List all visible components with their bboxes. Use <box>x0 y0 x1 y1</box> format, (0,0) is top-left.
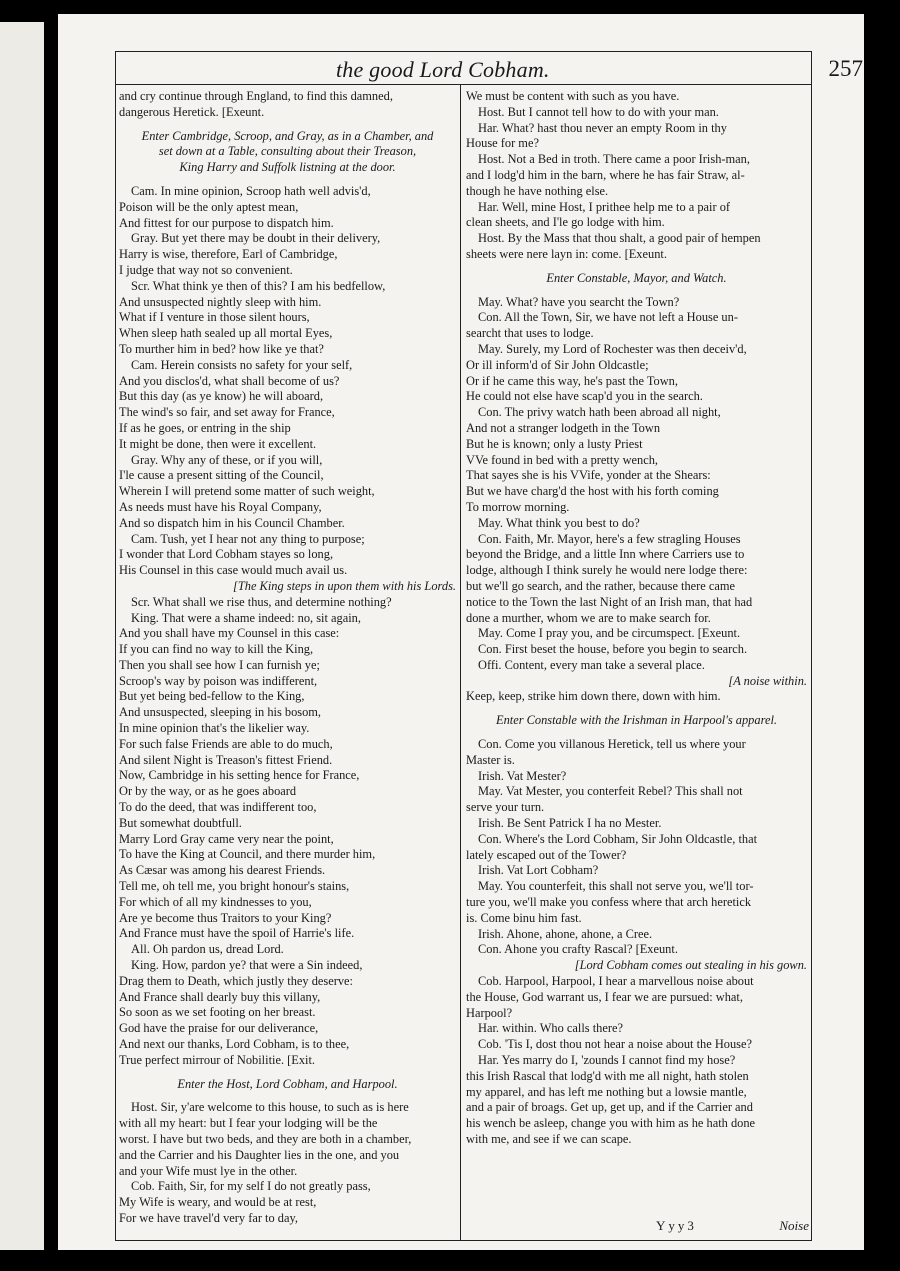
text-line: Tell me, oh tell me, you bright honour's stains, <box>119 879 350 894</box>
text-line: Scr. What think ye then of this? I am his bedfellow, <box>131 278 386 293</box>
text-line: dangerous Heretick. [Exeunt. <box>119 104 265 119</box>
text-line: The wind's so fair, and set away for France, <box>119 405 335 420</box>
text-line: Gray. Why any of these, or if you will, <box>131 452 323 467</box>
text-line: May. You counterfeit, this shall not serve you, we'll tor- <box>478 879 754 894</box>
text-line: For we have travel'd very far to day, <box>119 1210 298 1225</box>
stage-direction: King Harry and Suffolk listning at the door. <box>179 160 396 175</box>
stage-direction: Enter Constable, Mayor, and Watch. <box>546 270 727 285</box>
text-line: Con. The privy watch hath been abroad all night, <box>478 405 721 420</box>
text-line: Con. Come you villanous Heretick, tell us where your <box>478 737 746 752</box>
text-line: So soon as we set footing on her breast. <box>119 1005 316 1020</box>
text-line: What if I venture in those silent hours, <box>119 310 310 325</box>
text-line: And you disclos'd, what shall become of us? <box>119 373 340 388</box>
text-line: Har. What? hast thou never an empty Room in thy <box>478 120 727 135</box>
text-line: Or ill inform'd of Sir John Oldcastle; <box>466 357 649 372</box>
text-line: May. Vat Mester, you conterfeit Rebel? This shall not <box>478 784 743 799</box>
text-line: clean sheets, and I'le go lodge with him. <box>466 215 665 230</box>
text-line: and cry continue through England, to find this damned, <box>119 89 393 103</box>
text-line: Con. Ahone you crafty Rascal? [Exeunt. <box>478 942 678 957</box>
text-line: And France must have the spoil of Harrie's life. <box>119 926 355 941</box>
text-line: I wonder that Lord Cobham stayes so long, <box>119 547 334 562</box>
text-line: All. Oh pardon us, dread Lord. <box>131 942 284 957</box>
text-line: Poison will be the only aptest mean, <box>119 199 299 214</box>
text-line: done a murther, whom we are to make search for. <box>466 610 711 625</box>
text-line: May. What think you best to do? <box>478 515 640 530</box>
text-line: To murther him in bed? how like ye that? <box>119 341 324 356</box>
page-number: 257 <box>828 56 863 81</box>
left-column <box>119 89 456 1227</box>
text-line: But yet being bed-fellow to the King, <box>119 689 305 704</box>
catchword: Noise <box>779 1218 809 1233</box>
text-line: Now, Cambridge in his setting hence for France, <box>119 768 360 783</box>
text-line: Scr. What shall we rise thus, and determine nothing? <box>131 594 392 609</box>
text-line: Har. within. Who calls there? <box>478 1021 623 1036</box>
text-line: Keep, keep, strike him down there, down with him. <box>466 689 721 704</box>
text-line: Irish. Ahone, ahone, ahone, a Cree. <box>478 926 653 941</box>
text-line: May. What? have you searcht the Town? <box>478 294 680 309</box>
text-line: his wench be asleep, change you with him as he hath done <box>466 1116 756 1131</box>
text-line: Or by the way, or as he goes aboard <box>119 784 297 799</box>
text-line: Har. Yes marry do I, 'zounds I cannot find my hose? <box>478 1053 736 1068</box>
text-line: To morrow morning. <box>466 499 570 514</box>
stage-direction: set down at a Table, consulting about their Treason, <box>158 144 417 159</box>
text-line: Harpool? <box>466 1005 513 1020</box>
text-line: Host. But I cannot tell how to do with your man. <box>478 104 719 119</box>
text-line: House for me? <box>466 136 539 151</box>
text-line: Harry is wise, therefore, Earl of Cambridge, <box>119 247 338 262</box>
text-line: sheets were nere layn in: come. [Exeunt. <box>466 246 667 261</box>
text-line: and the Carrier and his Daughter lies in the one, and you <box>119 1147 400 1162</box>
text-line: serve your turn. <box>466 800 545 815</box>
text-line: And so dispatch him in his Council Chamber. <box>119 515 345 530</box>
text-line: And silent Night is Treason's fittest Friend. <box>119 752 333 767</box>
text-line: Cam. Tush, yet I hear not any thing to purpose; <box>131 531 365 546</box>
text-line: I judge that way not so convenient. <box>119 262 293 277</box>
text-line: worst. I have but two beds, and they are both in a chamber, <box>119 1132 412 1146</box>
text-line: my apparel, and has left me nothing but a lowsie mantle, <box>466 1084 747 1099</box>
text-line: Gray. But yet there may be doubt in their delivery, <box>131 231 381 246</box>
text-line: To have the King at Council, and there murder him, <box>119 847 376 862</box>
text-line: If as he goes, or entring in the ship <box>119 420 291 435</box>
text-line: Master is. <box>466 752 515 767</box>
text-line: To do the deed, that was indifferent too, <box>119 800 317 815</box>
text-line: True perfect mirrour of Nobilitie. [Exit. <box>119 1052 316 1067</box>
text-line: Har. Well, mine Host, I prithee help me to a pair of <box>478 199 731 214</box>
right-column <box>466 89 807 1148</box>
text-line: We must be content with such as you have. <box>466 89 680 103</box>
text-line: Con. First beset the house, before you begin to search. <box>478 642 748 657</box>
text-line: His Counsel in this case would much avail us. <box>119 563 348 578</box>
text-line: though he have nothing else. <box>466 183 609 198</box>
text-line: And unsuspected, sleeping in his bosom, <box>119 705 322 720</box>
column-divider <box>460 84 461 1240</box>
text-line: I'le cause a present sitting of the Council, <box>119 468 324 483</box>
text-line: with me, and see if we can scape. <box>466 1132 632 1146</box>
running-title: the good Lord Cobham. <box>336 57 550 82</box>
text-line: My Wife is weary, and would be at rest, <box>119 1195 317 1210</box>
text-line: Marry Lord Gray came very near the point, <box>119 831 334 846</box>
text-line: For such false Friends are able to do much, <box>119 736 333 751</box>
stage-direction: Enter Cambridge, Scroop, and Gray, as in a Chamber, and <box>141 128 434 143</box>
text-line: with all my heart: but I fear your lodging will be the <box>119 1116 378 1131</box>
text-line: But this day (as ye know) he will aboard, <box>119 389 324 404</box>
text-line: Cob. Faith, Sir, for my self I do not greatly pass, <box>131 1179 371 1194</box>
stage-direction: [Lord Cobham comes out stealing in his gown. <box>574 958 807 973</box>
text-line: and I lodg'd him in the barn, where he has fair Straw, al- <box>466 167 745 182</box>
text-line: God have the praise for our deliverance, <box>119 1021 319 1036</box>
text-line: Con. Faith, Mr. Mayor, here's a few stragling Houses <box>478 531 741 546</box>
text-line: Host. Sir, y'are welcome to this house, to such as is here <box>131 1100 409 1115</box>
page-frame <box>115 51 863 1241</box>
text-line: May. Surely, my Lord of Rochester was then deceiv'd, <box>478 341 747 356</box>
text-line: But somewhat doubtfull. <box>119 815 242 830</box>
text-line: Cob. Harpool, Harpool, I hear a marvellous noise about <box>478 974 754 989</box>
page-header <box>116 52 863 85</box>
signature-mark: Yyy3 <box>656 1218 697 1233</box>
text-line: King. That were a shame indeed: no, sit again, <box>131 610 361 625</box>
text-line: Cob. 'Tis I, dost thou not hear a noise about the House? <box>478 1037 752 1052</box>
text-line: When sleep hath sealed up all mortal Eyes, <box>119 326 333 341</box>
text-line: beyond the Bridge, and a little Inn where Carriers use to <box>466 547 745 562</box>
text-line: Irish. Vat Mester? <box>478 768 567 783</box>
stage-direction: [A noise within. <box>728 673 807 688</box>
text-line: Irish. Be Sent Patrick I ha no Mester. <box>478 816 662 831</box>
text-line: In mine opinion that's the likelier way. <box>119 721 310 736</box>
text-line: but we'll go search, and the rather, because there came <box>466 578 736 593</box>
text-line: If you can find no way to kill the King, <box>119 642 314 657</box>
text-line: Scroop's way by poison was indifferent, <box>119 673 318 688</box>
text-line: Are ye become thus Traitors to your King? <box>119 910 332 925</box>
text-line: He could not else have scap'd you in the search. <box>466 389 703 404</box>
adjacent-page-edge <box>0 22 44 1250</box>
text-line: Con. All the Town, Sir, we have not left a House un- <box>478 310 738 325</box>
text-line: And fittest for our purpose to dispatch him. <box>119 215 334 230</box>
text-line: Irish. Vat Lort Cobham? <box>478 863 599 878</box>
text-line: And you shall have my Counsel in this case: <box>119 626 340 641</box>
text-line: Then you shall see how I can furnish ye; <box>119 657 320 672</box>
text-line: and a pair of broags. Get up, get up, and if the Carrier and <box>466 1100 753 1115</box>
text-line: the House, God warrant us, I fear we are pursued: what, <box>466 989 743 1004</box>
text-line: As needs must have his Royal Company, <box>119 499 322 514</box>
text-line: And not a stranger lodgeth in the Town <box>466 420 661 435</box>
text-line: Cam. Herein consists no safety for your self, <box>131 357 353 372</box>
text-line: Host. Not a Bed in troth. There came a poor Irish-man, <box>478 152 750 167</box>
text-line: As Cæsar was among his dearest Friends. <box>119 863 326 878</box>
text-line: lodge, although I think surely he would nere lodge there: <box>466 563 748 578</box>
text-line: Offi. Content, every man take a several place. <box>478 657 705 672</box>
text-line: Host. By the Mass that thou shalt, a good pair of hempen <box>478 231 761 246</box>
text-line: VVe found in bed with a pretty wench, <box>466 452 659 467</box>
text-line: is. Come binu him fast. <box>466 910 582 925</box>
text-line: Con. Where's the Lord Cobham, Sir John Oldcastle, that <box>478 831 758 846</box>
text-line: this Irish Rascal that lodg'd with me all night, hath stolen <box>466 1068 749 1083</box>
text-line: And next our thanks, Lord Cobham, is to thee, <box>119 1037 350 1052</box>
text-line: Drag them to Death, which justly they deserve: <box>119 973 353 988</box>
text-line: notice to the Town the last Night of an Irish man, that had <box>466 594 753 609</box>
text-line: Wherein I will pretend some matter of such weight, <box>119 484 375 499</box>
text-line: and your Wife must lye in the other. <box>119 1163 298 1178</box>
text-line: ture you, we'll make you confess where that arch heretick <box>466 895 752 910</box>
book-page <box>58 14 864 1250</box>
text-line: And unsuspected nightly sleep with him. <box>119 294 322 309</box>
text-line: For which of all my kindnesses to you, <box>119 894 312 909</box>
stage-direction: Enter the Host, Lord Cobham, and Harpool. <box>177 1076 398 1091</box>
text-line: But we have charg'd the host with his forth coming <box>466 484 719 499</box>
text-line: It might be done, then were it excellent. <box>119 436 317 451</box>
text-line: But he is known; only a lusty Priest <box>466 436 643 451</box>
stage-direction: [The King steps in upon them with his Lords. <box>233 578 456 593</box>
text-line: And France shall dearly buy this villany, <box>119 989 321 1004</box>
text-line: Or if he came this way, he's past the Town, <box>466 373 678 388</box>
text-line: King. How, pardon ye? that were a Sin indeed, <box>131 958 363 973</box>
text-line: lately escaped out of the Tower? <box>466 847 627 862</box>
text-line: May. Come I pray you, and be circumspect. [Exeunt. <box>478 626 741 641</box>
stage-direction: Enter Constable with the Irishman in Harpool's apparel. <box>496 713 777 728</box>
text-line: searcht that uses to lodge. <box>466 326 594 341</box>
text-line: That sayes she is his VVife, yonder at the Shears: <box>466 468 711 483</box>
text-line: Cam. In mine opinion, Scroop hath well advis'd, <box>131 183 371 198</box>
